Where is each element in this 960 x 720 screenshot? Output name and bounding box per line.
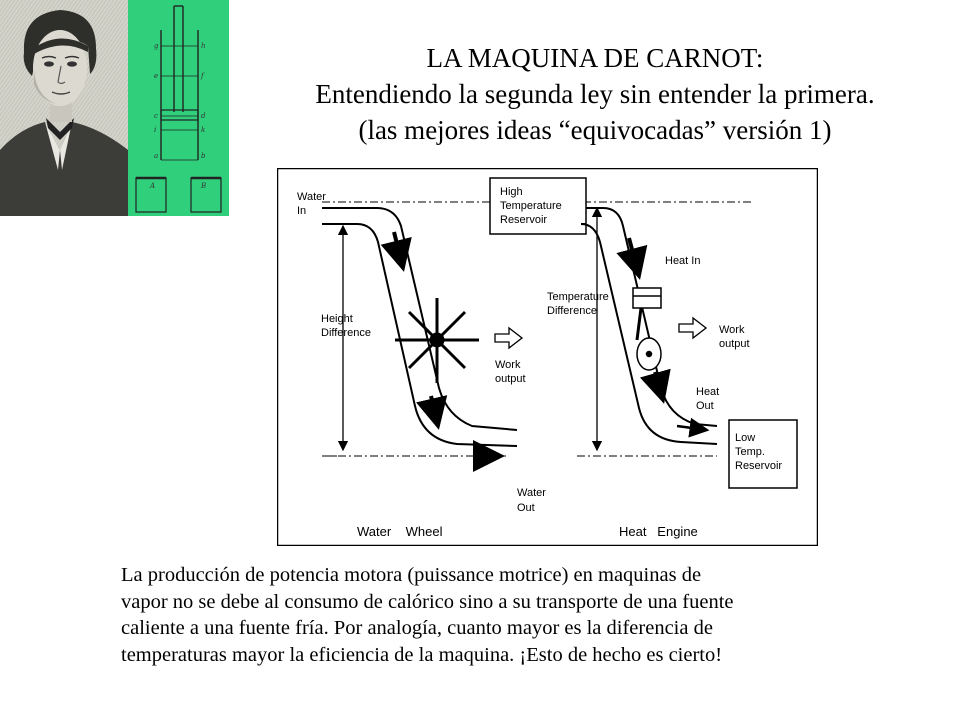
caption-paragraph (121, 562, 921, 668)
cylinder-letter-i: i (154, 126, 157, 134)
low-reservoir-label-3: Reservoir (735, 460, 783, 472)
height-difference-label: Height (321, 313, 353, 325)
caption-line-2: vapor no se debe al consumo de calórico sino a su transporte de una fuente (121, 590, 734, 613)
cylinder-letter-a: a (154, 152, 159, 160)
water-work-output-label: Work (495, 359, 521, 371)
cylinder-letter-c: c (154, 112, 158, 120)
caption-line-4: temperaturas mayor la eficiencia de la maquina. ¡Esto de hecho es cierto! (121, 643, 723, 666)
caption-line-3: caliente a una fuente fría. Por analogía, cuanto mayor es la diferencia de (121, 617, 713, 639)
title-line-2: Entendiendo la segunda ley sin entender la primera. (315, 79, 875, 109)
title-line-1: LA MAQUINA DE CARNOT: (426, 43, 764, 73)
cylinder-letter-g: g (154, 42, 159, 50)
temperature-difference-label: Temperature (547, 291, 609, 303)
water-wheel-heat-engine-diagram (277, 168, 818, 546)
high-reservoir-label-3: Reservoir (500, 214, 548, 226)
water-in-label-2: In (297, 205, 307, 217)
carnot-portrait (0, 0, 128, 216)
heat-engine-caption: Heat Engine (619, 524, 698, 539)
cylinder-letter-b: b (201, 152, 206, 160)
temperature-difference-label-2: Difference (547, 305, 597, 317)
caption-line-1: La producción de potencia motora (puissance motrice) en maquinas de (121, 564, 702, 586)
heat-work-output-label-2: output (719, 338, 750, 350)
water-out-label-2: Out (517, 502, 535, 514)
title-line-3: (las mejores ideas “equivocadas” versión 1) (358, 115, 832, 145)
heat-work-output-label: Work (719, 324, 745, 336)
cylinder-letter-h: h (201, 42, 206, 50)
water-out-label: Water (517, 487, 546, 499)
water-in-label: Water (297, 191, 326, 203)
water-wheel-caption: Water Wheel (357, 524, 443, 539)
low-reservoir-label-2: Temp. (735, 446, 765, 458)
cylinder-letter-d: d (201, 112, 206, 120)
water-work-output-label-2: output (495, 373, 526, 385)
height-difference-label-2: Difference (321, 327, 371, 339)
heat-in-label: Heat In (665, 255, 701, 267)
carnot-cylinder-drawing (128, 0, 229, 216)
cylinder-letter-B: B (201, 182, 207, 190)
cylinder-letter-k: k (201, 126, 206, 134)
high-reservoir-label: High (500, 186, 523, 198)
heat-out-label-2: Out (696, 400, 714, 412)
cylinder-letter-e: e (154, 72, 159, 80)
high-reservoir-label-2: Temperature (500, 200, 562, 212)
slide-title (250, 40, 940, 148)
heat-out-label: Heat (696, 386, 720, 398)
cylinder-letter-A: A (150, 182, 156, 190)
low-reservoir-label: Low (735, 432, 756, 444)
cylinder-letter-f: f (201, 72, 204, 80)
